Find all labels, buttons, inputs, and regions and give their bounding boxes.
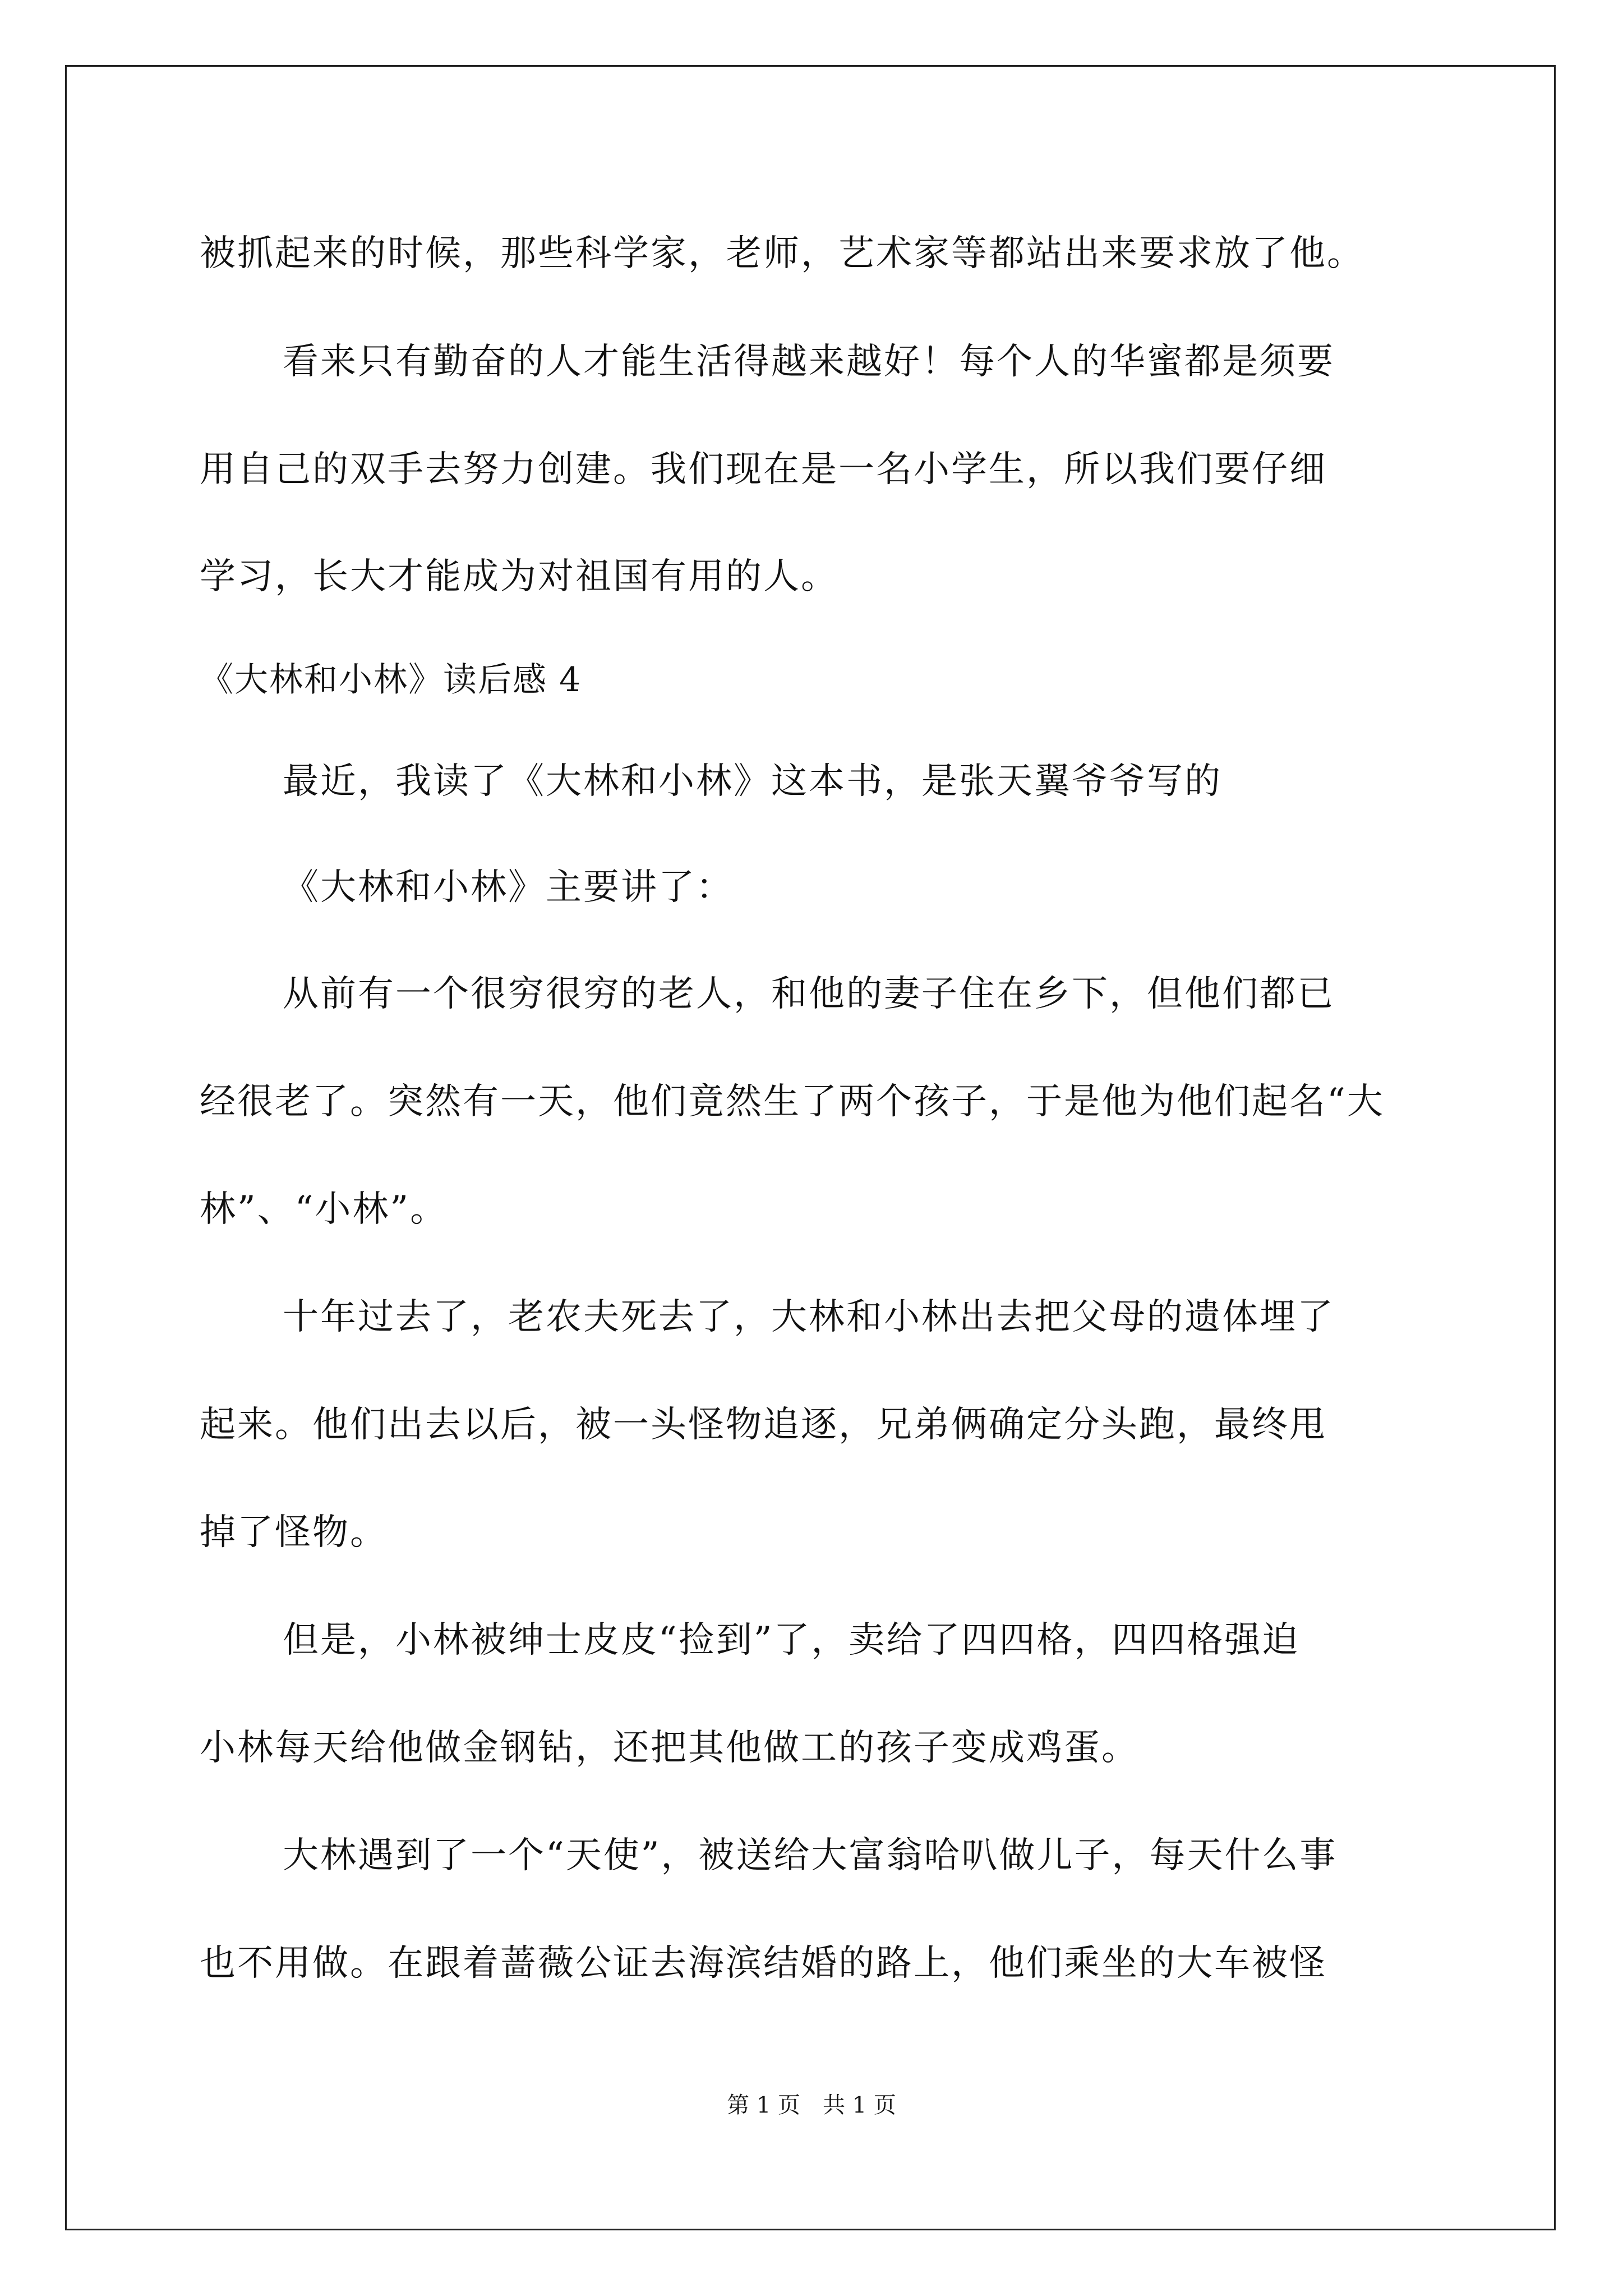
paragraph-line: 被抓起来的时候，那些科学家，老师，艺术家等都站出来要求放了他。: [200, 233, 1364, 274]
paragraph-line: 但是，小林被绅士皮皮“捡到”了，卖给了四四格，四四格强迫: [283, 1619, 1300, 1661]
paragraph-line: 从前有一个很穷很穷的老人，和他的妻子住在乡下，但他们都已: [283, 973, 1335, 1015]
paragraph-line: 学习，长大才能成为对祖国有用的人。: [200, 556, 838, 597]
paragraph-line: 起来。他们出去以后，被一头怪物追逐，兄弟俩确定分头跑，最终甩: [200, 1404, 1327, 1446]
paragraph-line: 经很老了。突然有一天，他们竟然生了两个孩子，于是他为他们起名“大: [200, 1081, 1385, 1122]
paragraph-line: 十年过去了，老农夫死去了，大林和小林出去把父母的遗体埋了: [283, 1296, 1335, 1338]
paragraph-line: 最近，我读了《大林和小林》这本书，是张天翼爷爷写的: [283, 761, 1222, 802]
paragraph-line: 用自己的双手去努力创建。我们现在是一名小学生，所以我们要仔细: [200, 449, 1327, 490]
page-border: [65, 65, 1556, 2230]
paragraph-line: 也不用做。在跟着蔷薇公证去海滨结婚的路上，他们乘坐的大车被怪: [200, 1943, 1327, 1984]
page-footer: 第 1 页 共 1 页: [727, 2092, 896, 2118]
paragraph-line: 掉了怪物。: [200, 1512, 388, 1553]
paragraph-line: 大林遇到了一个“天使”，被送给大富翁哈叭做儿子，每天什么事: [283, 1835, 1338, 1876]
section-heading: 《大林和小林》读后感 4: [200, 660, 582, 700]
paragraph-line: 林”、“小林”。: [200, 1189, 448, 1230]
paragraph-line: 小林每天给他做金钢钻，还把其他做工的孩子变成鸡蛋。: [200, 1727, 1139, 1769]
paragraph-line: 看来只有勤奋的人才能生活得越来越好！每个人的华蜜都是须要: [283, 341, 1335, 383]
paragraph-line: 《大林和小林》主要讲了：: [283, 867, 734, 908]
